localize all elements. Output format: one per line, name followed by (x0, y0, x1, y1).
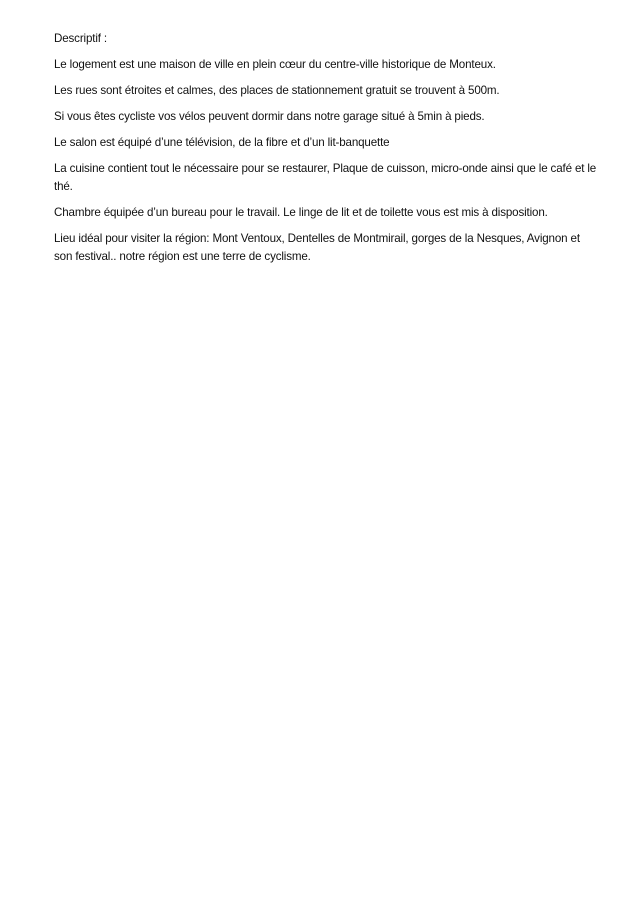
document-body (54, 30, 599, 274)
paragraph-region: Lieu idéal pour visiter la région: Mont Ventoux, Dentelles de Montmirail, gorges de la Nesques, Avignon et son festival.. notre région est une terre de cyclisme. (54, 232, 580, 263)
paragraph-kitchen: La cuisine contient tout le nécessaire pour se restaurer, Plaque de cuisson, micro-onde ainsi que le café et le thé. (54, 162, 597, 193)
paragraph-bedroom: Chambre équipée d’un bureau pour le travail. Le linge de lit et de toilette vous est mis à disposition. (54, 206, 548, 219)
paragraph-bikes: Si vous êtes cycliste vos vélos peuvent dormir dans notre garage situé à 5min à pieds. (54, 110, 485, 123)
paragraph-parking: Les rues sont étroites et calmes, des places de stationnement gratuit se trouvent à 500m. (54, 84, 500, 97)
document-heading: Descriptif : (54, 32, 107, 45)
paragraph-living-room: Le salon est équipé d’une télévision, de la fibre et d’un lit-banquette (54, 136, 390, 149)
paragraph-location: Le logement est une maison de ville en plein cœur du centre-ville historique de Monteux. (54, 58, 496, 71)
